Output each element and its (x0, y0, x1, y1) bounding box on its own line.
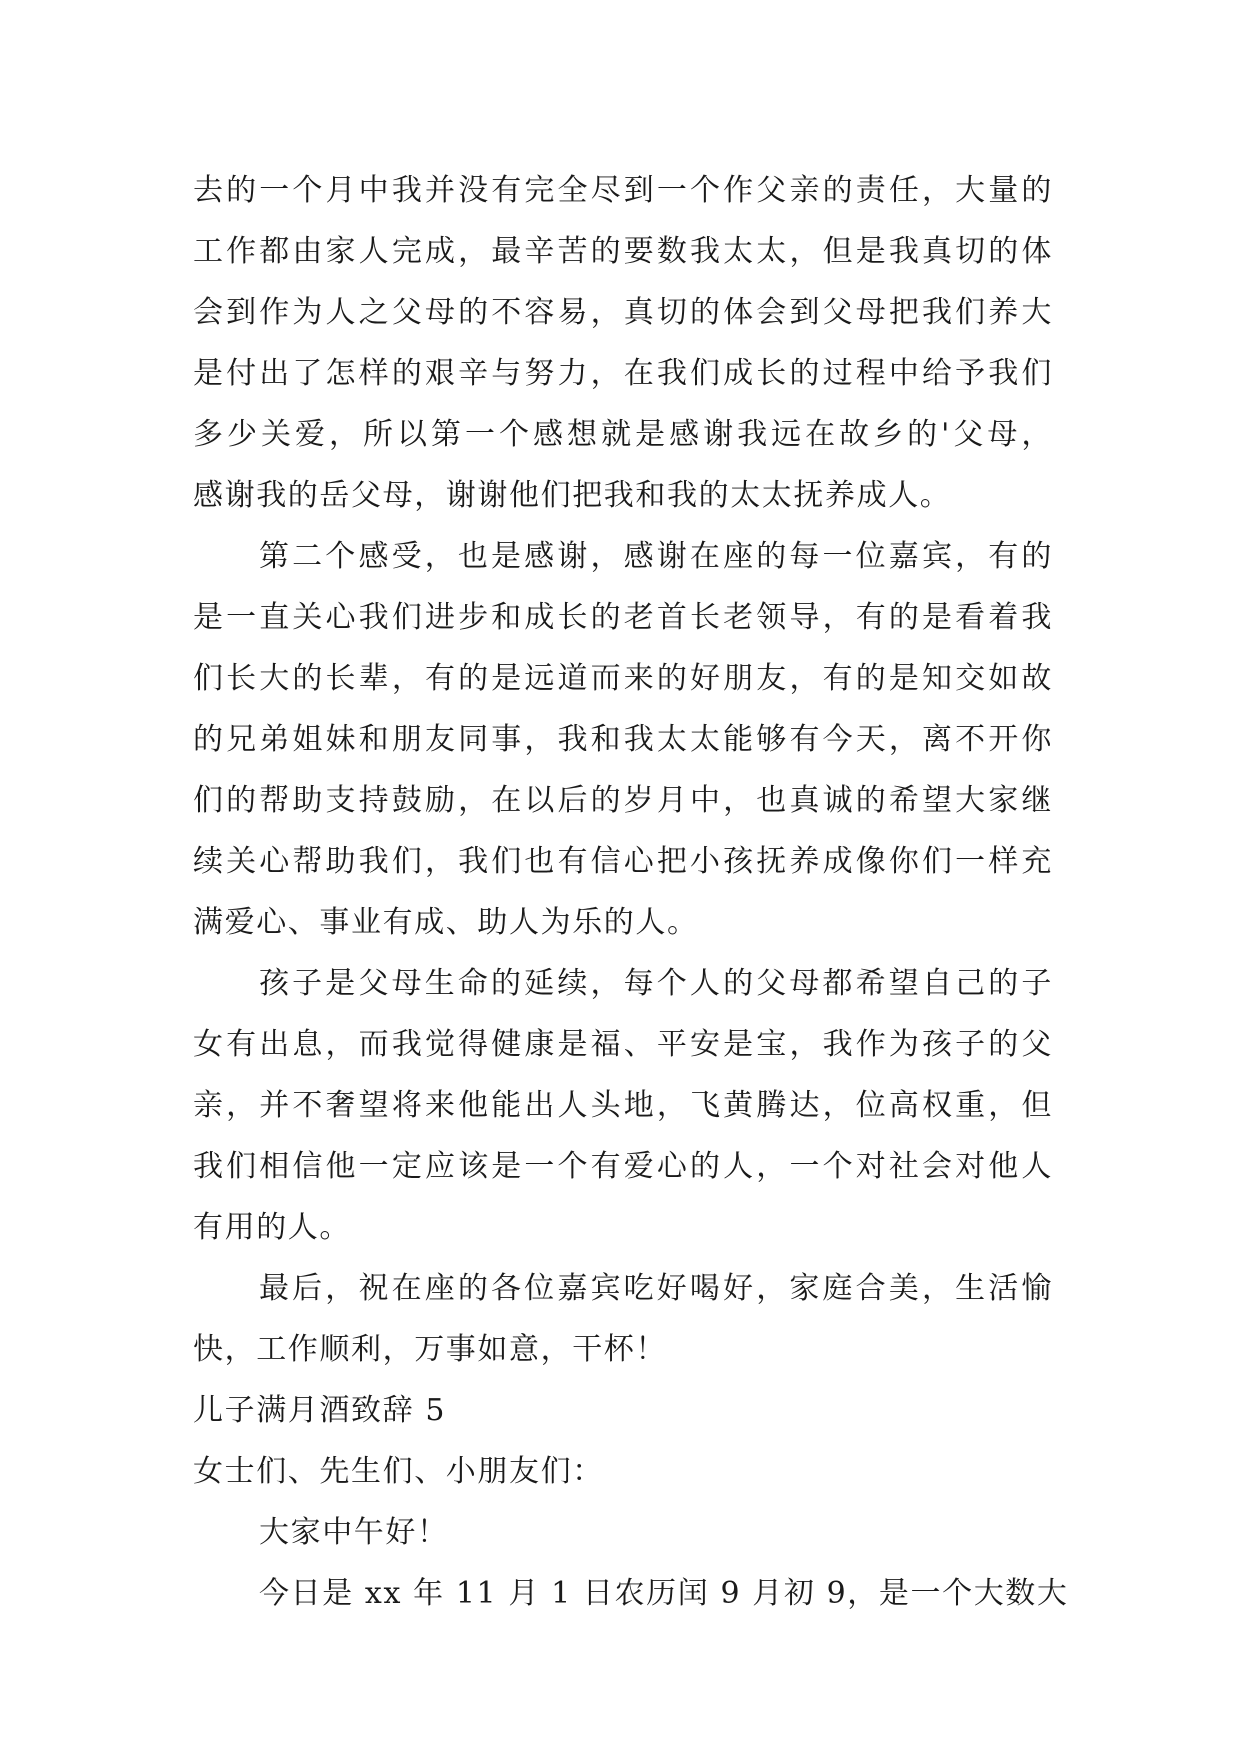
text-line: 有用的人。 (193, 1210, 351, 1245)
text-line: 最后，祝在座的各位嘉宾吃好喝好，家庭合美，生活愉 (259, 1271, 1053, 1306)
text-line: 去的一个月中我并没有完全尽到一个作父亲的责任，大量的 (193, 173, 1053, 208)
text-line: 亲，并不奢望将来他能出人头地，飞黄腾达，位高权重，但 (193, 1088, 1053, 1123)
text-line: 我们相信他一定应该是一个有爱心的人，一个对社会对他人 (193, 1149, 1053, 1184)
greeting: 大家中午好！ (259, 1515, 449, 1550)
text-line: 们的帮助支持鼓励，在以后的岁月中，也真诚的希望大家继 (193, 783, 1053, 818)
text-line: 女有出息，而我觉得健康是福、平安是宝，我作为孩子的父 (193, 1027, 1053, 1062)
document-page (193, 160, 1069, 1624)
salutation: 女士们、先生们、小朋友们： (193, 1454, 604, 1489)
text-line: 们长大的长辈，有的是远道而来的好朋友，有的是知交如故 (193, 661, 1053, 696)
text-line: 多少关爱，所以第一个感想就是感谢我远在故乡的'父母， (193, 417, 1053, 452)
text-line: 感谢我的岳父母，谢谢他们把我和我的太太抚养成人。 (193, 478, 952, 513)
text-line: 是一直关心我们进步和成长的老首长老领导，有的是看着我 (193, 600, 1053, 635)
text-line: 快，工作顺利，万事如意，干杯！ (193, 1332, 667, 1367)
text-line: 续关心帮助我们，我们也有信心把小孩抚养成像你们一样充 (193, 844, 1053, 879)
text-line: 第二个感受，也是感谢，感谢在座的每一位嘉宾，有的 (259, 539, 1053, 574)
text-line: 满爱心、事业有成、助人为乐的人。 (193, 905, 699, 940)
section-heading: 儿子满月酒致辞 5 (193, 1393, 447, 1428)
text-line: 工作都由家人完成，最辛苦的要数我太太，但是我真切的体 (193, 234, 1053, 269)
text-line: 孩子是父母生命的延续，每个人的父母都希望自己的子 (259, 966, 1053, 1001)
text-line: 是付出了怎样的艰辛与努力，在我们成长的过程中给予我们 (193, 356, 1053, 391)
text-line: 今日是 xx 年 11 月 1 日农历闰 9 月初 9，是一个大数大 (259, 1576, 1069, 1611)
text-line: 会到作为人之父母的不容易，真切的体会到父母把我们养大 (193, 295, 1053, 330)
text-line: 的兄弟姐妹和朋友同事，我和我太太能够有今天，离不开你 (193, 722, 1053, 757)
